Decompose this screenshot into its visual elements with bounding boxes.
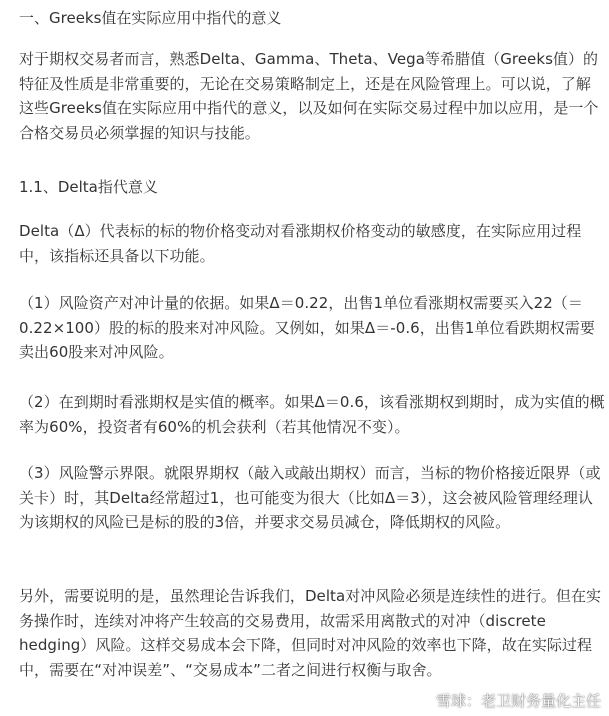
watermark-text: 雪球：老卫财务量化主任 — [435, 692, 601, 710]
intro-paragraph: 对于期权交易者而言，熟悉Delta、Gamma、Theta、Vega等希腊值（Greeks值）的特征及性质是非常重要的，无论在交易策略制定上，还是在风险管理上。可以说，了解这些Greeks值在实际应用中指代的意义，以及如何在实际交易过程中加以应用，是一个合格交易员必须掌握的知识与技能。 — [19, 50, 599, 142]
subsection-heading: 1.1、Delta指代意义 — [19, 178, 158, 196]
watermark — [414, 692, 601, 710]
point-2-paragraph: （2）在到期时看涨期权是实值的概率。如果Δ＝0.6，该看涨期权到期时，成为实值的概率为60%，投资者有60%的机会获利（若其他情况不变）。 — [19, 393, 605, 436]
point-3-paragraph: （3）风险警示界限。就限界期权（敲入或敲出期权）而言，当标的物价格接近限界（或关卡）时，其Delta经常超过1，也可能变为很大（比如Δ＝3），这会被风险管理经理认为该期权的风险已是标的股的3倍，并要求交易员减仓，降低期权的风险。 — [19, 464, 601, 531]
section-heading: 一、Greeks值在实际应用中指代的意义 — [19, 9, 282, 27]
snowball-logo-icon — [414, 692, 432, 710]
delta-definition-paragraph: Delta（Δ）代表标的标的物价格变动对看涨期权价格变动的敏感度，在实际应用过程中，该指标还具备以下功能。 — [19, 222, 582, 265]
point-1-paragraph: （1）风险资产对冲计量的依据。如果Δ＝0.22，出售1单位看涨期权需要买入22（＝0.22×100）股的标的股来对冲风险。又例如，如果Δ＝-0.6，出售1单位看跌期权需要卖出60股来对冲风险。 — [19, 294, 595, 361]
closing-paragraph: 另外，需要说明的是，虽然理论告诉我们，Delta对冲风险必须是连续性的进行。但在实务操作时，连续对冲将产生较高的交易费用，故需采用离散式的对冲（discrete hedging）风险。这样交易成本会下降，但同时对冲风险的效率也下降，故在实际过程中，需要在“对冲误差”、“交易成本”二者之间进行权衡与取舍。 — [19, 587, 602, 679]
